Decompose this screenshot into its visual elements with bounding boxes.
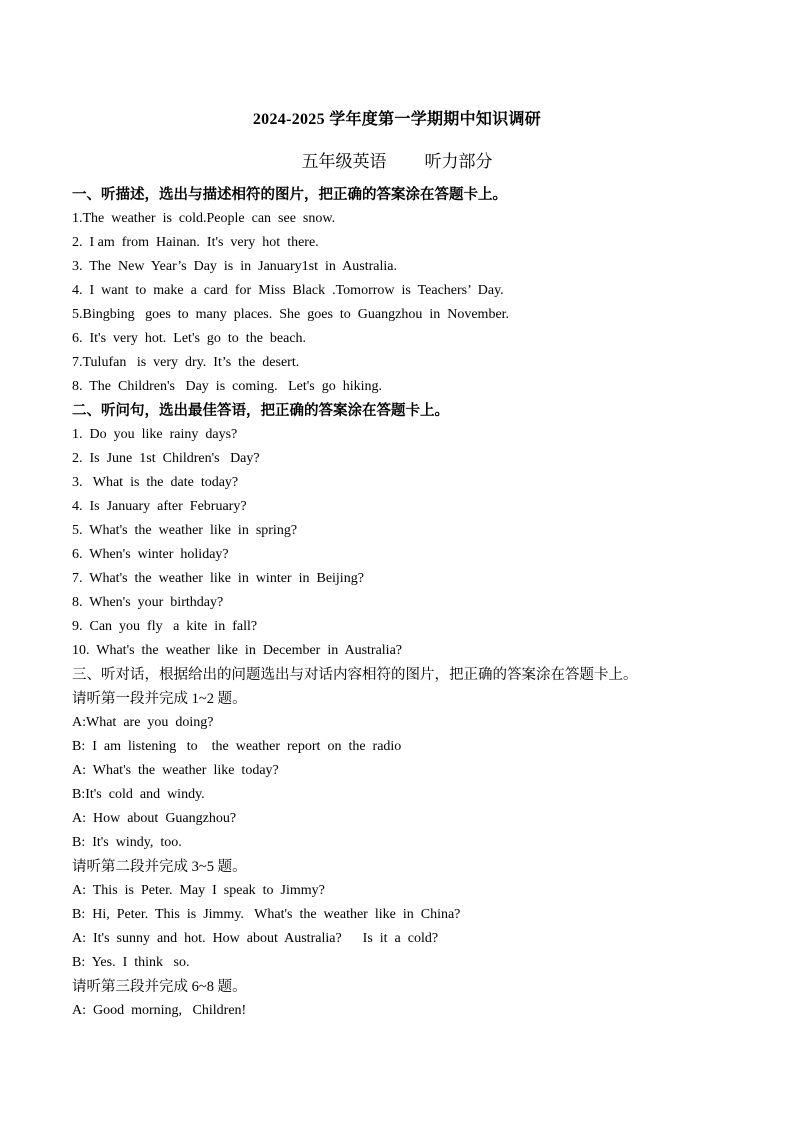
text-line: 8. When's your birthday? (72, 595, 224, 610)
document-body (72, 183, 732, 1023)
text-line: A: What's the weather like today? (72, 763, 279, 778)
text-line: 10. What's the weather like in December in Australia? (72, 643, 402, 658)
text-line: 7. What's the weather like in winter in Beijing? (72, 571, 364, 586)
text-line: A: How about Guangzhou? (72, 811, 237, 826)
text-line: 4. I want to make a card for Miss Black .Tomorrow is Teachers’ Day. (72, 283, 504, 298)
text-line: B: It's windy, too. (72, 835, 182, 850)
section-heading: 三、听对话，根据给出的问题选出与对话内容相符的图片，把正确的答案涂在答题卡上。 (72, 667, 638, 683)
text-line: 1. Do you like rainy days? (72, 427, 238, 442)
text-line: 3. The New Year’s Day is in January1st in Australia. (72, 259, 397, 274)
subtitle-grade: 五年级英语 (301, 152, 387, 171)
text-line: B:It's cold and windy. (72, 787, 205, 802)
text-line: 1.The weather is cold.People can see snow. (72, 211, 336, 226)
section-heading: 请听第三段并完成 6~8 题。 (72, 979, 247, 995)
text-line: B: I am listening to the weather report on the radio (72, 739, 402, 754)
text-line: A: This is Peter. May I speak to Jimmy? (72, 883, 325, 898)
text-line: 9. Can you fly a kite in fall? (72, 619, 258, 634)
subtitle-section: 听力部分 (424, 152, 493, 171)
page-subtitle (0, 147, 794, 172)
text-line: A: Good morning, Children! (72, 1003, 247, 1018)
text-line: B: Hi, Peter. This is Jimmy. What's the weather like in China? (72, 907, 461, 922)
section-heading: 请听第一段并完成 1~2 题。 (72, 691, 247, 707)
section-heading: 一、听描述，选出与描述相符的图片，把正确的答案涂在答题卡上。 (72, 187, 507, 203)
text-line: 3. What is the date today? (72, 475, 239, 490)
text-line: B: Yes. I think so. (72, 955, 190, 970)
page-title: 2024-2025 学年度第一学期期中知识调研 (252, 111, 542, 128)
text-line: 4. Is January after February? (72, 499, 247, 514)
text-line: 2. Is June 1st Children's Day? (72, 451, 260, 466)
text-line: 6. When's winter holiday? (72, 547, 229, 562)
section-heading: 请听第二段并完成 3~5 题。 (72, 859, 247, 875)
section-heading: 二、听问句，选出最佳答语，把正确的答案涂在答题卡上。 (72, 403, 449, 419)
text-line: 5. What's the weather like in spring? (72, 523, 298, 538)
text-line: A:What are you doing? (72, 715, 214, 730)
text-line: 8. The Children's Day is coming. Let's go hiking. (72, 379, 383, 394)
text-line: A: It's sunny and hot. How about Australia? Is it a cold? (72, 931, 439, 946)
text-line: 7.Tulufan is very dry. It’s the desert. (72, 355, 300, 370)
text-line: 6. It's very hot. Let's go to the beach. (72, 331, 307, 346)
text-line: 5.Bingbing goes to many places. She goes to Guangzhou in November. (72, 307, 510, 322)
text-line: 2. I am from Hainan. It's very hot there. (72, 235, 319, 250)
